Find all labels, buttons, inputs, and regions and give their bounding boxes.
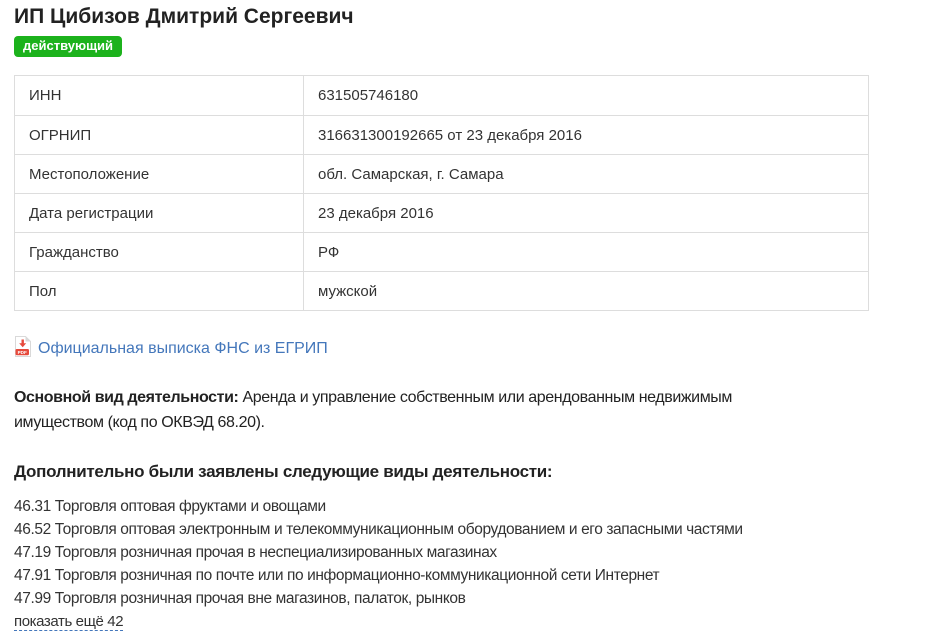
page-title: ИП Цибизов Дмитрий Сергеевич	[14, 5, 354, 28]
okved-name: Торговля розничная прочая в неспециализированных магазинах	[54, 544, 497, 561]
activity-item	[14, 541, 938, 564]
okved-name: Торговля розничная по почте или по информационно-коммуникационной сети Интернет	[54, 567, 660, 584]
details-table	[14, 75, 869, 311]
row-value: РФ	[318, 244, 340, 261]
status-badge: действующий	[14, 36, 122, 57]
activity-item	[14, 564, 938, 587]
row-value: 631505746180	[318, 87, 419, 104]
activity-item	[14, 495, 938, 518]
table-row-inn	[15, 76, 868, 115]
okved-name: Торговля оптовая фруктами и овощами	[54, 498, 326, 515]
row-label: Дата регистрации	[15, 194, 304, 232]
table-row-registration-date	[15, 193, 868, 232]
pdf-file-icon	[14, 336, 31, 362]
row-value: 316631300192665 от 23 декабря 2016	[318, 127, 582, 144]
row-value: 23 декабря 2016	[318, 205, 434, 222]
table-row-citizenship	[15, 232, 868, 271]
table-row-ogrnip	[15, 115, 868, 154]
main-activity-label: Основной вид деятельности:	[14, 389, 239, 406]
svg-text:PDF: PDF	[17, 349, 27, 355]
main-activity-text: Аренда и управление собственным или арендованным недвижимым имуществом (код по ОКВЭД 68.20).	[14, 389, 733, 431]
show-more-activities-link[interactable]: показать ещё 42	[14, 613, 124, 630]
row-label: ОГРНИП	[15, 116, 304, 154]
main-activity-paragraph	[14, 385, 814, 435]
fns-extract-row	[14, 336, 938, 362]
row-label: Гражданство	[15, 233, 304, 271]
table-row-location	[15, 154, 868, 193]
okved-code: 46.52	[14, 521, 51, 538]
row-label: Местоположение	[15, 155, 304, 193]
okved-code: 47.19	[14, 544, 51, 561]
additional-activities-heading: Дополнительно были заявлены следующие виды деятельности:	[14, 462, 553, 481]
row-label: ИНН	[15, 76, 304, 115]
table-row-gender	[15, 271, 868, 310]
okved-name: Торговля розничная прочая вне магазинов, палаток, рынков	[54, 590, 466, 607]
okved-code: 47.99	[14, 590, 51, 607]
okved-code: 47.91	[14, 567, 51, 584]
activity-item	[14, 518, 938, 541]
okved-name: Торговля оптовая электронным и телекоммуникационным оборудованием и его запасными частями	[54, 521, 743, 538]
row-value: мужской	[318, 283, 378, 300]
additional-activities-list	[14, 495, 938, 610]
fns-extract-link[interactable]: Официальная выписка ФНС из ЕГРИП	[38, 340, 328, 357]
row-label: Пол	[15, 272, 304, 310]
okved-code: 46.31	[14, 498, 51, 515]
row-value: обл. Самарская, г. Самара	[318, 166, 504, 183]
